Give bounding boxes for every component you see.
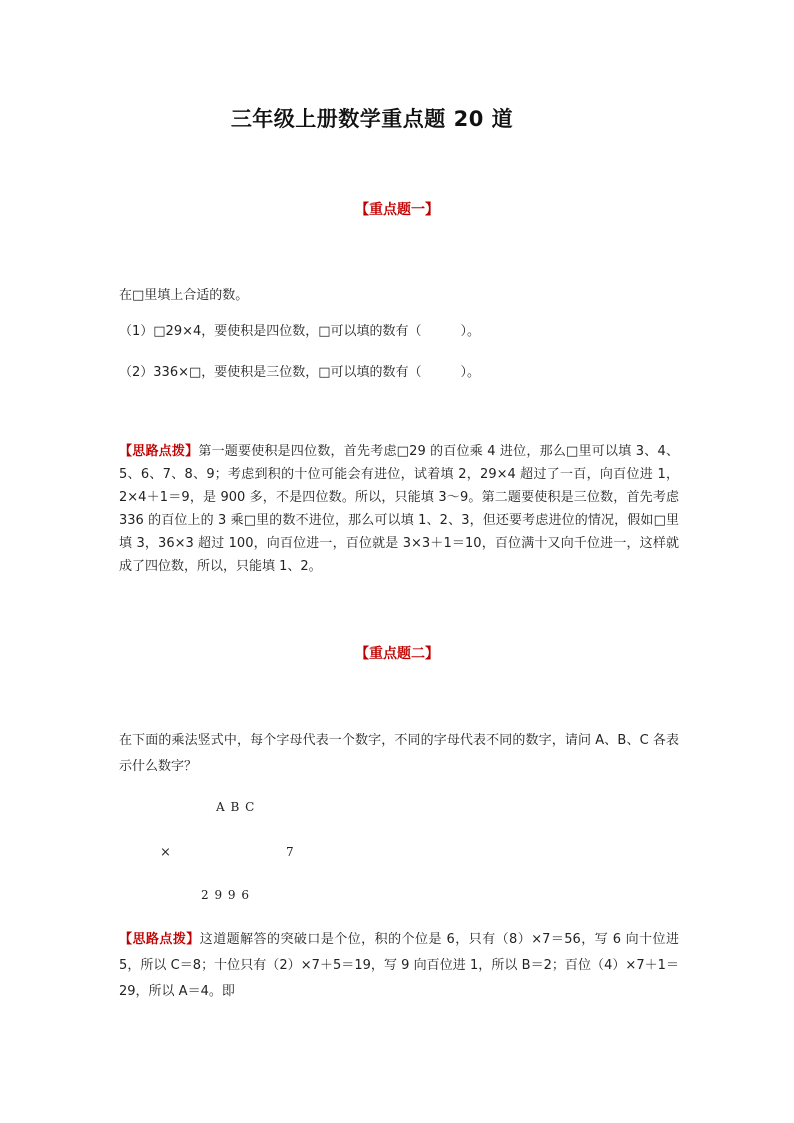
- page-title: 三年级上册数学重点题 20 道: [230, 107, 514, 131]
- hint-text-2: 这道题解答的突破口是个位，积的个位是 6，只有（8）×7＝56，写 6 向十位进 5，所以 C＝8；十位只有（2）×7＋5＝19，写 9 向百位进 1，所以 B＝2；百位（4）×7＋1＝29，所以 A＝4。即: [119, 932, 679, 999]
- question-prompt-2: 在下面的乘法竖式中，每个字母代表一个数字，不同的字母代表不同的数字，请问 A、B、C 各表示什么数字？: [119, 733, 679, 774]
- times-sign: ×: [160, 845, 171, 860]
- hint-label-1: 【思路点拨】: [119, 444, 199, 459]
- hint-paragraph-1: [119, 440, 679, 578]
- hint-text-1: 第一题要使积是四位数，首先考虑□29 的百位乘 4 进位，那么□里可以填 3、4、5、6、7、8、9；考虑到积的十位可能会有进位，试着填 2，29×4 超过了一百，向百位进 1，2×4＋1＝9，是 900 多，不是四位数。所以，只能填 3～9。第二题要使积是三位数，首先考虑 336 的百位上的 3 乘□里的数不进位，那么可以填 1、2、3，但还要考虑进位的情况，假如□里填 3，36×3 超过 100，向百位进一，百位就是 3×3＋1＝10，百位满十又向千位进一，这样就成了四位数，所以，只能填 1、2。: [119, 444, 679, 574]
- question-prompt-1: 在□里填上合适的数。: [119, 288, 249, 303]
- vertical-multiplier: 7: [286, 845, 294, 859]
- vertical-multiplicand: A B C: [216, 800, 256, 814]
- question-1-2: （2）336×□，要使积是三位数，□可以填的数有（ ）。: [119, 365, 481, 380]
- hint-paragraph-2: [119, 927, 679, 1005]
- vertical-product: 2 9 9 6: [201, 888, 250, 902]
- section-heading-1: 【重点题一】: [355, 202, 439, 218]
- section-heading-2: 【重点题二】: [355, 646, 439, 662]
- hint-label-2: 【思路点拨】: [119, 932, 200, 947]
- question-1-1: （1）□29×4，要使积是四位数，□可以填的数有（ ）。: [119, 324, 481, 339]
